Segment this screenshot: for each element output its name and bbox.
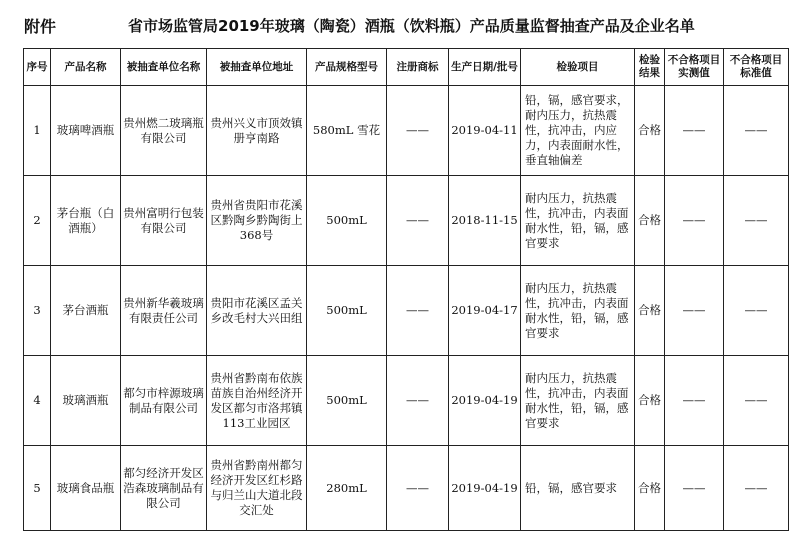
cell-items: 铅，镉，感官要求 <box>521 446 635 531</box>
inspection-table <box>23 48 789 531</box>
cell-date: 2019-04-11 <box>449 86 521 176</box>
cell-company: 贵州富明行包装有限公司 <box>121 176 207 266</box>
cell-product: 玻璃酒瓶 <box>51 356 121 446</box>
cell-standard: —— <box>724 356 789 446</box>
document-header <box>0 0 800 48</box>
cell-no: 2 <box>24 176 51 266</box>
column-header-result: 检验结果 <box>635 49 665 86</box>
cell-product: 茅台瓶（白酒瓶） <box>51 176 121 266</box>
cell-spec: 500mL <box>307 176 387 266</box>
cell-result: 合格 <box>635 176 665 266</box>
column-header-no: 序号 <box>24 49 51 86</box>
cell-spec: 500mL <box>307 356 387 446</box>
cell-product: 茅台酒瓶 <box>51 266 121 356</box>
cell-result: 合格 <box>635 266 665 356</box>
cell-spec: 280mL <box>307 446 387 531</box>
cell-no: 4 <box>24 356 51 446</box>
column-header-standard: 不合格项目标准值 <box>724 49 789 86</box>
cell-address: 贵阳市花溪区孟关乡改毛村大兴田组 <box>207 266 307 356</box>
cell-result: 合格 <box>635 356 665 446</box>
cell-measured: —— <box>665 356 724 446</box>
table-header-row <box>24 49 789 86</box>
cell-address: 贵州兴义市顶效镇册亨南路 <box>207 86 307 176</box>
attachment-label: 附件 <box>24 17 57 36</box>
column-header-items: 检验项目 <box>521 49 635 86</box>
cell-standard: —— <box>724 176 789 266</box>
cell-result: 合格 <box>635 446 665 531</box>
cell-items: 耐内压力，抗热震性，抗冲击，内表面耐水性，铅，镉，感官要求 <box>521 266 635 356</box>
table-row <box>24 86 789 176</box>
cell-no: 1 <box>24 86 51 176</box>
cell-address: 贵州省贵阳市花溪区黔陶乡黔陶街上368号 <box>207 176 307 266</box>
cell-items: 铅，镉，感官要求，耐内压力，抗热震性，抗冲击，内应力，内表面耐水性，垂直轴偏差 <box>521 86 635 176</box>
cell-trademark: —— <box>387 266 449 356</box>
document-title: 省市场监管局2019年玻璃（陶瓷）酒瓶（饮料瓶）产品质量监督抽查产品及企业名单 <box>128 17 695 35</box>
cell-no: 3 <box>24 266 51 356</box>
column-header-product: 产品名称 <box>51 49 121 86</box>
cell-no: 5 <box>24 446 51 531</box>
cell-company: 都匀经济开发区浩森玻璃制品有限公司 <box>121 446 207 531</box>
cell-measured: —— <box>665 446 724 531</box>
cell-standard: —— <box>724 86 789 176</box>
cell-items: 耐内压力，抗热震性，抗冲击，内表面耐水性，铅，镉，感官要求 <box>521 356 635 446</box>
cell-trademark: —— <box>387 356 449 446</box>
cell-date: 2019-04-19 <box>449 356 521 446</box>
column-header-date: 生产日期/批号 <box>449 49 521 86</box>
table-row <box>24 176 789 266</box>
cell-address: 贵州省黔南州都匀经济开发区红杉路与归兰山大道北段交汇处 <box>207 446 307 531</box>
cell-date: 2019-04-17 <box>449 266 521 356</box>
cell-product: 玻璃啤酒瓶 <box>51 86 121 176</box>
cell-company: 贵州燃二玻璃瓶有限公司 <box>121 86 207 176</box>
cell-product: 玻璃食品瓶 <box>51 446 121 531</box>
column-header-measured: 不合格项目实测值 <box>665 49 724 86</box>
column-header-spec: 产品规格型号 <box>307 49 387 86</box>
cell-trademark: —— <box>387 86 449 176</box>
cell-date: 2019-04-19 <box>449 446 521 531</box>
table-row <box>24 266 789 356</box>
cell-company: 贵州新华羲玻璃有限责任公司 <box>121 266 207 356</box>
cell-result: 合格 <box>635 86 665 176</box>
cell-measured: —— <box>665 86 724 176</box>
cell-date: 2018-11-15 <box>449 176 521 266</box>
cell-trademark: —— <box>387 176 449 266</box>
column-header-address: 被抽查单位地址 <box>207 49 307 86</box>
cell-spec: 500mL <box>307 266 387 356</box>
column-header-trademark: 注册商标 <box>387 49 449 86</box>
cell-items: 耐内压力，抗热震性，抗冲击，内表面耐水性，铅，镉，感官要求 <box>521 176 635 266</box>
column-header-company: 被抽查单位名称 <box>121 49 207 86</box>
cell-address: 贵州省黔南布依族苗族自治州经济开发区都匀市洛邦镇113工业园区 <box>207 356 307 446</box>
cell-standard: —— <box>724 266 789 356</box>
cell-measured: —— <box>665 266 724 356</box>
cell-standard: —— <box>724 446 789 531</box>
table-row <box>24 356 789 446</box>
cell-spec: 580mL 雪花 <box>307 86 387 176</box>
table-row <box>24 446 789 531</box>
cell-company: 都匀市梓源玻璃制品有限公司 <box>121 356 207 446</box>
cell-measured: —— <box>665 176 724 266</box>
cell-trademark: —— <box>387 446 449 531</box>
